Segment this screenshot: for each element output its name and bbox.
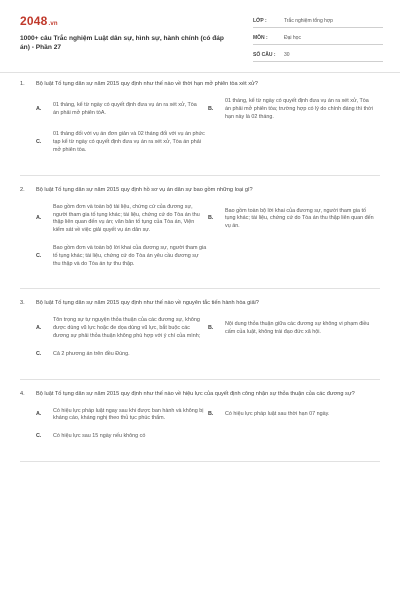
question-text: Bộ luật Tố tụng dân sự năm 2015 quy định như thế nào về thời hạn mở phiên tòa xét xử? [36,81,258,87]
document-header [0,0,400,64]
meta-row-class [253,14,383,28]
answer-text: 01 tháng, kể từ ngày có quyết định đưa vụ án ra xét xử, Tòa án phải mở phiên tòa; trường hợp có lý do chính đáng thì thời hạn này là 02 tháng. [225,98,373,120]
meta-row-subject [253,31,383,45]
meta-label: MÔN : [253,35,268,41]
meta-label: LỚP : [253,18,267,24]
question-list [0,80,400,472]
question-text: Bộ luật Tố tụng dân sự năm 2015 quy định như thế nào về hiệu lực của quyết định công nhận sự thỏa thuận của các đương sự? [36,390,355,397]
answer-key: C. [36,350,42,357]
answer-option-b[interactable] [208,411,380,419]
answer-text: Có hiệu lực sau 15 ngày nếu không có [53,433,146,440]
answer-row [36,408,380,424]
answer-text: 01 tháng đối với vụ án đơn giản và 02 tháng đối với vụ án phức tạp kể từ ngày có quyết định đưa vụ án ra xét xử, Tòa án phải mở phiên tòa. [53,131,205,153]
question-3 [20,299,380,379]
answer-option-b[interactable] [208,208,380,231]
question-number: 2. [20,186,25,193]
answer-row [36,204,380,235]
question-number: 4. [20,390,25,397]
answer-row [36,98,380,121]
meta-label: SỐ CÂU : [253,52,276,58]
answer-option-a[interactable] [36,102,208,118]
answer-key: C. [36,252,42,259]
answer-text: Có hiệu lực pháp luật ngay sau khi được ban hành và không bị kháng cáo, kháng nghị theo thủ tục phúc thẩm. [53,407,204,422]
answer-row [36,317,380,340]
answer-options [20,98,380,155]
answer-options [20,204,380,269]
answer-key: B. [208,411,214,418]
logo-suffix: .vn [48,21,58,27]
answer-key: A. [36,105,42,112]
answer-text: Có hiệu lực pháp luật sau thời hạn 07 ngày. [225,411,330,418]
answer-text: Cả 2 phương án trên đều Đúng. [53,350,130,357]
answer-option-c[interactable] [36,351,211,359]
answer-key: A. [36,215,42,222]
answer-row [36,131,380,154]
document-title: 1000+ câu Trắc nghiệm Luật dân sự, hình sự, hành chính (có đáp án) - Phần 27 [20,35,224,51]
meta-box [253,14,383,65]
question-header [20,80,380,88]
site-logo[interactable] [20,14,58,28]
answer-option-c[interactable] [36,433,211,441]
answer-row [36,433,380,441]
question-header [20,299,380,307]
question-2 [20,186,380,290]
answer-text: Bao gồm toàn bộ lời khai của đương sự, người tham gia tố tụng khác; tài liệu, chứng cứ do Tòa án thu thập liên quan đến vụ án. [225,207,374,230]
question-header [20,186,380,194]
answer-option-a[interactable] [36,317,208,340]
meta-value: 30 [284,52,290,58]
answer-text: Nội dung thỏa thuận giữa các đương sự không vi phạm điều cấm của luật, không trái đạo đức xã hội. [225,321,370,336]
answer-row [36,245,380,268]
question-4 [20,390,380,462]
answer-text: Tôn trọng sự tự nguyện thỏa thuận của các đương sự, không được dùng vũ lực hoặc đe dọa dùng vũ lực, bắt buộc các đương sự phải thỏa thuận không phù hợp với ý chí của mình; [53,317,201,339]
answer-option-c[interactable] [36,245,211,268]
answer-row [36,351,380,359]
meta-value: Trắc nghiệm tổng hợp [284,18,333,24]
answer-key: A. [36,325,42,332]
answer-option-b[interactable] [208,321,380,337]
answer-key: B. [208,215,214,222]
question-1 [20,80,380,176]
question-header [20,390,380,398]
answer-options [20,317,380,358]
meta-row-count [253,48,383,62]
answer-text: Bao gồm đơn và toàn bộ lời khai của đương sự, người tham gia tố tụng khác; tài liệu, chứng cứ do Tòa án yêu cầu đương sự thu thập và do Tòa án tự thu thập. [53,244,207,267]
question-number: 3. [20,300,25,307]
answer-option-a[interactable] [36,408,208,424]
question-text: Bộ luật Tố tụng dân sự năm 2015 quy định như thế nào về nguyên tắc tiến hành hòa giải? [36,300,259,307]
question-text: Bộ luật Tố tụng dân sự năm 2015 quy định hồ sơ vụ án dân sự bao gồm những loại gì? [36,186,253,193]
answer-key: B. [208,105,214,112]
answer-option-b[interactable] [208,98,380,121]
answer-text: 01 tháng, kể từ ngày có quyết định đưa vụ án ra xét xử, Tòa án phải mở phiên tòA. [53,101,197,116]
answer-text: Bao gồm đơn và toàn bộ tài liệu, chứng cứ của đương sự, người tham gia tố tụng khác; tài liệu, chứng cứ do Tòa án thu thập liên quan đến vụ án; văn bản tố tụng của Tòa án, Viện kiểm sát về việc giải quyết vụ án dân sự. [53,203,200,234]
meta-value: Đại học [284,35,301,41]
answer-option-c[interactable] [36,131,211,154]
answer-key: C. [36,433,42,440]
header-divider [0,72,400,73]
answer-key: B. [208,325,214,332]
question-number: 1. [20,81,25,87]
answer-key: A. [36,411,42,418]
logo-main: 2048 [20,14,48,28]
answer-option-a[interactable] [36,204,208,235]
answer-key: C. [36,139,42,146]
answer-options [20,408,380,441]
